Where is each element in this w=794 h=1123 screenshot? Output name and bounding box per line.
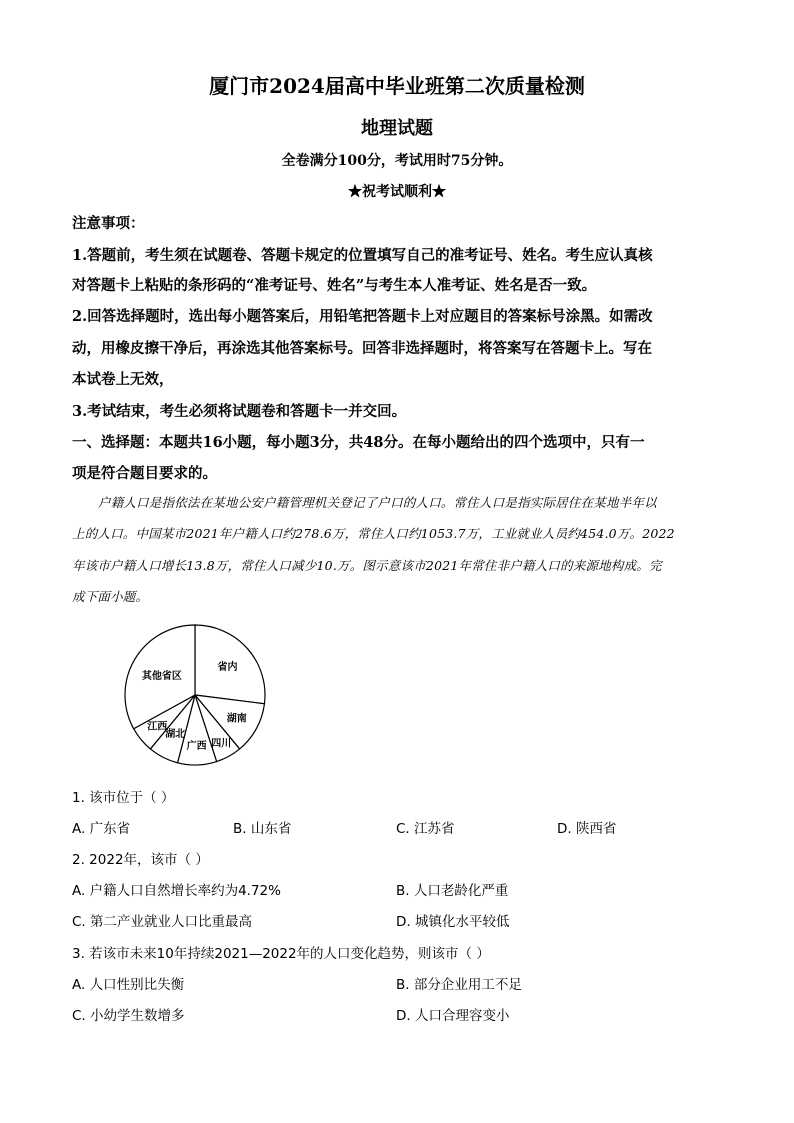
option-b[interactable]: B. 人口老龄化严重	[396, 883, 509, 899]
exam-title: 厦门市2024届高中毕业班第二次质量检测	[209, 74, 585, 98]
pie-label-5: 江西	[147, 721, 168, 733]
option-c[interactable]: C. 第二产业就业人口比重最高	[72, 914, 253, 930]
passage-line: 户籍人口是指依法在某地公安户籍管理机关登记了户口的人口。常住人口是指实际居住在某地半年以	[98, 495, 657, 510]
option-d[interactable]: D. 人口合理容变小	[396, 1008, 510, 1024]
option-a[interactable]: A. 户籍人口自然增长率约为4.72%	[72, 883, 281, 899]
option-d[interactable]: D. 城镇化水平较低	[396, 914, 510, 930]
passage-line: 年该市户籍人口增长13.8万，常住人口减少10.万。图示意该市2021年常住非户籍人口的来源地构成。完	[72, 558, 662, 573]
exam-info: 全卷满分100分，考试用时75分钟。	[281, 153, 513, 169]
option-c[interactable]: C. 小幼学生数增多	[72, 1008, 185, 1024]
option-c[interactable]: C. 江苏省	[396, 821, 455, 837]
question-stem: 2. 2022年，该市（ ）	[72, 852, 209, 868]
passage-line: 成下面小题。	[72, 589, 149, 604]
note-line: 本试卷上无效，	[72, 371, 174, 388]
pie-label-4: 湖北	[165, 729, 186, 741]
notes-heading: 注意事项：	[72, 215, 145, 232]
passage-line: 上的人口。中国某市2021年户籍人口约278.6万，常住人口约1053.7万，工业就业人员约454.0万。2022	[72, 526, 675, 541]
option-b[interactable]: B. 山东省	[233, 821, 292, 837]
source-pie-chart	[120, 620, 270, 770]
note-line: 动，用橡皮擦干净后，再涂选其他答案标号。回答非选择题时，将答案写在答题卡上。写在	[72, 340, 652, 357]
pie-label-2: 四川	[211, 738, 232, 750]
pie-label-3: 广西	[186, 740, 207, 752]
option-a[interactable]: A. 广东省	[72, 821, 131, 837]
option-a[interactable]: A. 人口性别比失衡	[72, 977, 185, 993]
note-line: 对答题卡上粘贴的条形码的“准考证号、姓名”与考生本人准考证、姓名是否一致。	[72, 277, 597, 294]
note-line: 2.回答选择题时，选出每小题答案后，用铅笔把答题卡上对应题目的答案标号涂黑。如需改	[72, 308, 653, 325]
option-b[interactable]: B. 部分企业用工不足	[396, 977, 522, 993]
section-line: 项是符合题目要求的。	[72, 465, 217, 482]
pie-label-0: 省内	[217, 661, 238, 673]
note-line: 1.答题前，考生须在试题卷、答题卡规定的位置填写自己的准考证号、姓名。考生应认真核	[72, 247, 653, 264]
pie-label-1: 湖南	[226, 713, 247, 725]
subject-title: 地理试题	[361, 118, 433, 139]
question-stem: 3. 若该市未来10年持续2021—2022年的人口变化趋势，则该市（ ）	[72, 946, 490, 962]
option-d[interactable]: D. 陕西省	[557, 821, 617, 837]
question-stem: 1. 该市位于（ ）	[72, 790, 175, 806]
section-line: 一、选择题：本题共16小题，每小题3分，共48分。在每小题给出的四个选项中，只有一	[72, 434, 645, 451]
pie-label-6: 其他省区	[141, 670, 182, 682]
note-line: 3.考试结束，考生必须将试题卷和答题卡一并交回。	[72, 403, 407, 420]
good-luck-line: ★祝考试顺利★	[348, 184, 446, 200]
